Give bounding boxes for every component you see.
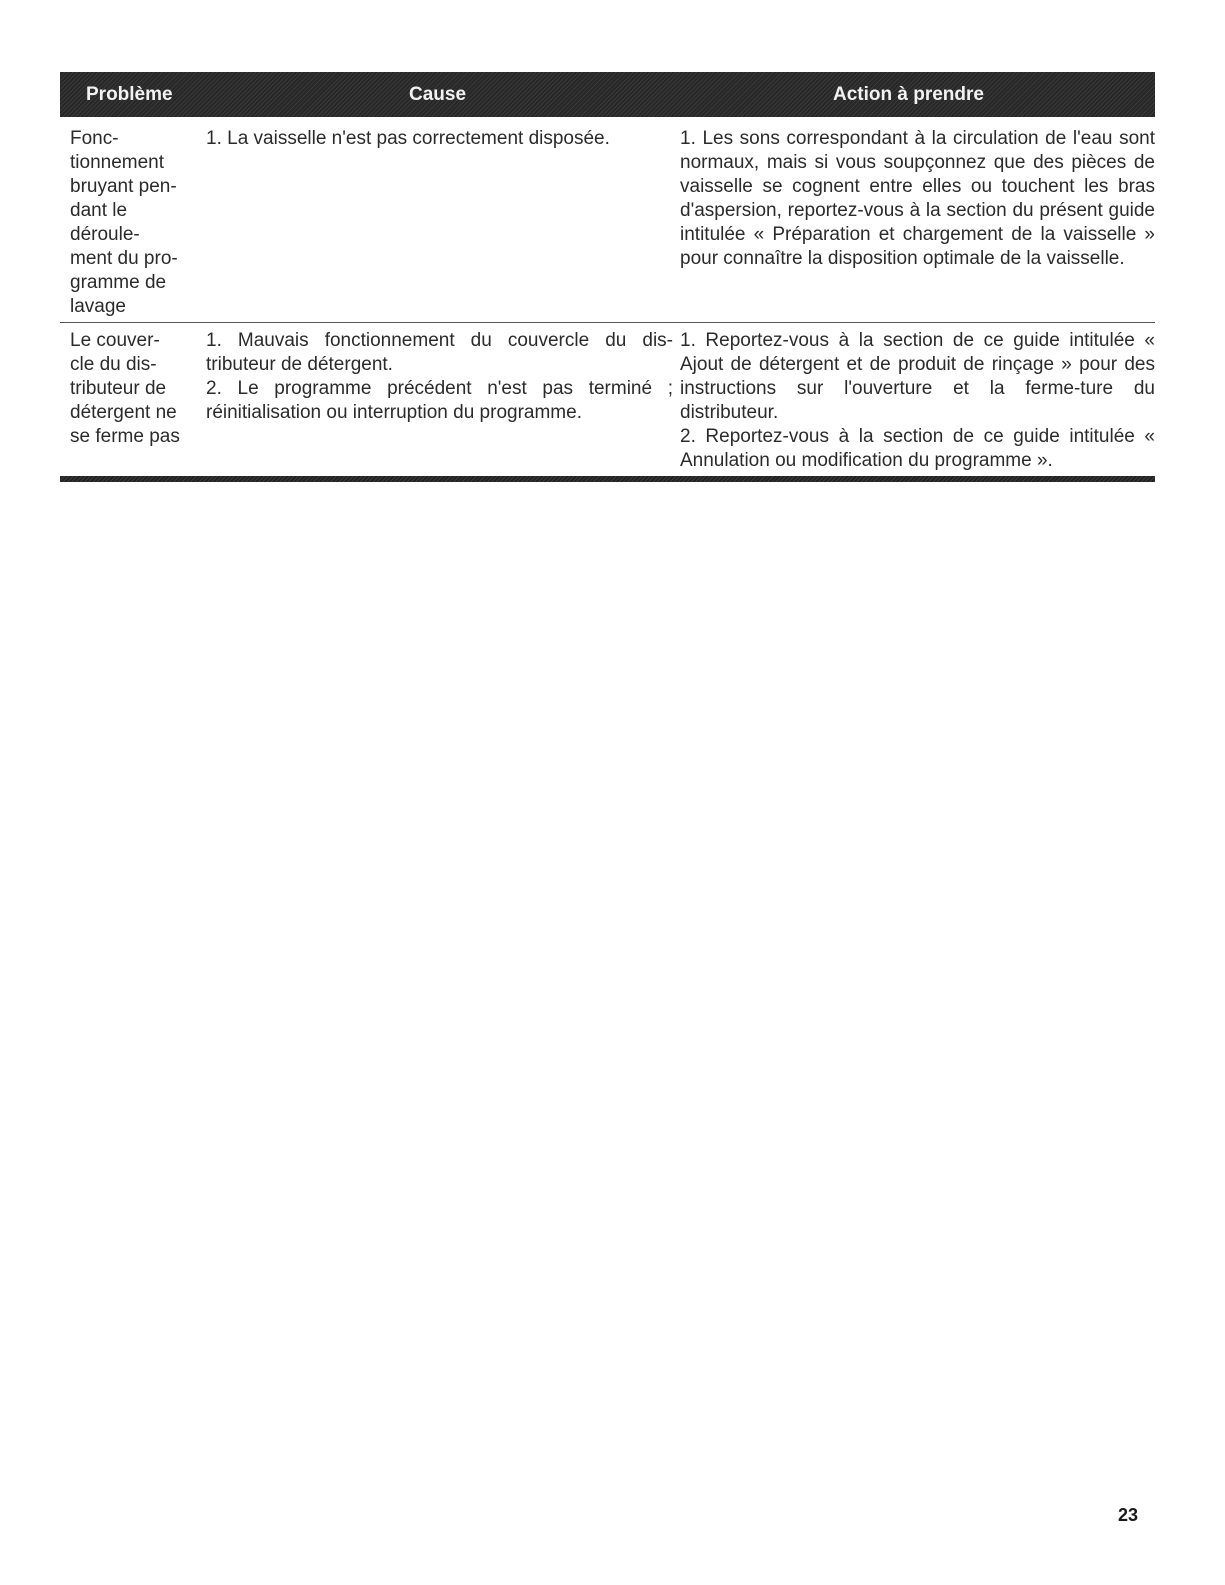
action-item: 2. Reportez-vous à la section de ce guide intitulée « Annulation ou modification du programme ». — [680, 426, 1155, 471]
problem-line: déroule- — [70, 224, 140, 245]
cause-cell — [206, 127, 673, 151]
problem-line: détergent ne — [70, 402, 177, 423]
problem-line: dant le — [70, 200, 128, 221]
problem-line: Le couver- — [70, 330, 160, 351]
problem-line: lavage — [70, 296, 126, 317]
action-item: 1. Les sons correspondant à la circulation de l'eau sont normaux, mais si vous soupçonnez que des pièces de vaisselle se cognent entre elles ou touchent les bras d'aspersion, reportez-vous à la section du présent guide intitulée « Préparation et chargement de la vaisselle » pour connaître la disposition optimale de la vaisselle. — [680, 128, 1155, 269]
page-number: 23 — [1118, 1505, 1139, 1525]
table-bottom-rule — [60, 476, 1155, 482]
action-item: 1. Reportez-vous à la section de ce guide intitulée « Ajout de détergent et de produit de rinçage » pour des instructions sur l'ouverture et la ferme-ture du distributeur. — [680, 330, 1155, 423]
troubleshooting-table — [60, 72, 1155, 477]
table-row — [60, 322, 1155, 477]
problem-line: tributeur de — [70, 378, 167, 399]
table-row — [60, 117, 1155, 322]
problem-line: gramme de — [70, 272, 167, 293]
cause-item: 2. Le programme précédent n'est pas terminé ; réinitialisation ou interruption du programme. — [206, 378, 673, 423]
cause-cell — [206, 329, 673, 425]
problem-cell — [70, 329, 205, 449]
problem-line: tionnement — [70, 152, 165, 173]
action-cell — [680, 127, 1155, 271]
action-cell — [680, 329, 1155, 473]
problem-line: ment du pro- — [70, 248, 178, 269]
table-header — [60, 72, 1155, 117]
problem-cell — [70, 127, 205, 319]
header-cause: Cause — [409, 84, 467, 105]
problem-line: cle du dis- — [70, 354, 157, 375]
cause-item: 1. Mauvais fonctionnement du couvercle du dis-tributeur de détergent. — [206, 330, 673, 375]
header-action: Action à prendre — [833, 84, 984, 105]
problem-line: bruyant pen- — [70, 176, 177, 197]
cause-item: 1. La vaisselle n'est pas correctement disposée. — [206, 128, 610, 149]
header-problem: Problème — [86, 84, 173, 105]
problem-line: se ferme pas — [70, 426, 180, 447]
problem-line: Fonc- — [70, 128, 119, 149]
